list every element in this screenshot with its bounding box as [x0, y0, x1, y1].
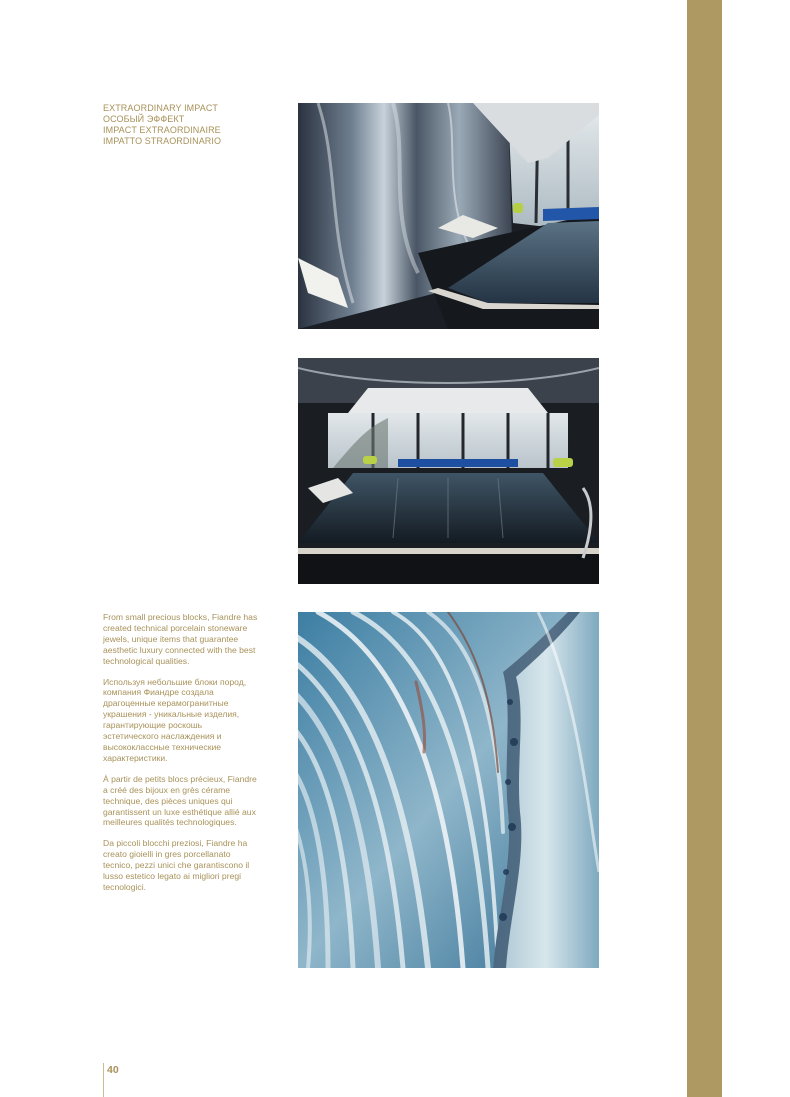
section-heading: [103, 103, 283, 147]
heading-line-ru: ОСОБЫЙ ЭФФЕКТ: [103, 114, 185, 124]
paragraph-en: From small precious blocks, Fiandre has created technical porcelain stoneware jewels, unique items that guarantee aesthetic luxury connected with the best technological qualities.: [103, 612, 258, 666]
gold-side-band: [687, 0, 722, 1097]
paragraph-ru: Используя небольшие блоки пород, компания Фиандре создала драгоценные керамогранитные украшения - уникальные изделия, гарантирующие роскошь эстетического наслаждения и высококлассные технические характеристики.: [103, 676, 247, 763]
agate-stone-photo: [298, 612, 599, 968]
paragraph-it: Da piccoli blocchi preziosi, Fiandre ha creato gioielli in gres porcellanato tecnico, pezzi unici che garantiscono il lusso estetico legato ai migliori pregi tecnologici.: [103, 838, 250, 892]
pool-windows-photo: [298, 358, 599, 584]
heading-line-fr: IMPACT EXTRAORDINAIRE: [103, 125, 221, 135]
page-number: 40: [107, 1064, 119, 1076]
page-number-rule: [103, 1063, 104, 1097]
pool-wall-photo: [298, 103, 599, 329]
heading-line-en: EXTRAORDINARY IMPACT: [103, 103, 219, 113]
heading-line-it: IMPATTO STRAORDINARIO: [103, 136, 222, 146]
paragraph-fr: À partir de petits blocs précieux, Fiandre a créé des bijoux en grès cérame technique, des pièces uniques qui garantissent un luxe esthétique allié aux meilleures qualités technologiques.: [103, 773, 257, 828]
body-text: [103, 612, 258, 903]
